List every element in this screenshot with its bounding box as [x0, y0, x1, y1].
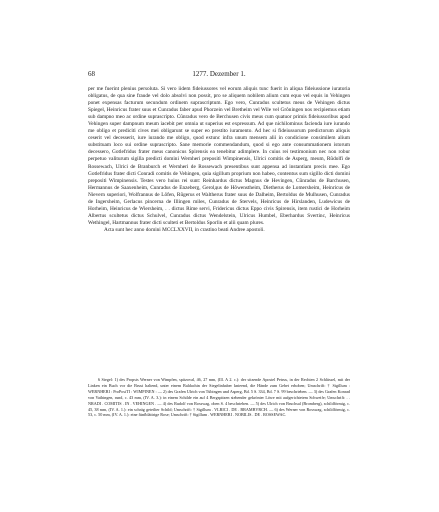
seal-footnotes — [88, 377, 350, 418]
page-header — [88, 70, 350, 78]
charter-text — [88, 86, 350, 234]
dating-line: Acta sunt hec anno domini MCCLXXVII, in crastino beati Andree apostoli. — [104, 226, 265, 233]
main-paragraph: per me fuerint plenius persoluta. Si vero iidem fideiussores vel eorum aliquis tunc fuerit in aliqua fideiussione iuratoria obligatus, de qua sine fraude vel dolo absolvi non possit, pro se aliquem nobilem alium cum equo vel equis in Vehingen ponet expensas facturum secundum ordinem suprascriptum. Ego vero, Cunradus scultetus meus de Vehingen dictus Spiegel, Heinricus frater suus et Cunradus faber apud Phorzein vel Bretheim vel Wile vel Grôningen nos recipiemus etiam sub dampno meo ac ordine suprascripto. Cûnradus vero de Berchusen civis meus cum quatuor primis fideiussoribus apud Vehingen super dampnum meum iacebit per omnia ut superius est expressum. Ad que nichilominus facienda iure iurando me obligo et prediciti cives mei obligarunt se super eo prestito iuramento. Ad hec si fideiussorum predictorum aliquis ceserit vel decesserit, iure iurando me obligo, quod extunc infra unum mensem alii in condicione consimilem alium substituam loco sui ordine suprascripto. Sane memorie commendandum, quod si ego ante consummationem istorum decessero, Gotlefridus frater meus canonicus Spirensis ea tenebitur adimplere. In cuius rei testimonium nec non robur perpetuo valiturum sigilla predicti domini Wernheri prepositi Wimpinensis, Ulrici comitis de Asperg, meum, Rûdolfi de Rossewach, Ulrici de Branburch et Wernheri de Rossewach presentibus sunt appensa ad instantiam precis mee. Ego Gotlefridus frater dicti Conradi comitis de Vehingen, quia sigillum proprium non habeo, contentus sum sigillo dicti domini prepositi Wimpinensis. Testes vero huius rei sunt: Reinhardus dictus Magnus de Hevingen, Cûnradus de Barchusen, Hermannus de Saaxenheim, Cunradus de Enzeberg, Gerolдus de Hôwenstheim, Dietherus de Lomersheim, Heinricus de Nievern superiori, Wolfrannus de Lôfen, Rûgerus et Waltherus frater suus de Dalheim, Bertoldus de Mulhusen, Cunradus de Ingersheim, Gerlacus pincerna de Illingen miles, Cunradus de Stervels, Heinricus de Hirslanden, Ludewicus de Horheim, Heinricus de Wiersheim, . . dictus Rime servi, Fridericus dictus Eppo civis Spirensis, item rustici de Horheim Albertus scultetus dictus Schulvel, Cunradus dictus Wendelstein, Ulricus Humbel, Eberhardus Svertinc, Heinricus Wethingel, Hartmannus frater dicti sculteti et Bertoldus Sporlin et alii quam plures. — [88, 86, 350, 226]
running-title: 1277. Dezember 1. — [192, 70, 246, 78]
footnote-text: 6 Siegel: 1) des Propsts Werner von Wimpfen, spitzoval, 46, 27 mm, (Ill. A 2. c.): der sitzende Apostel Petrus, in der Rechten 2 Schlüssel, mit der Linken ein Buch vor die Brust haltend, unter einem Baldachin der Siegelinhaber knieend, die Hände zum Gebet erhoben; Umschrift: † Sigillum : WERNHERI : ProPosiTI : WIMPINEN : — 2) des Grafen Ulrich von Tübingen und Asperg, Bd. 5 S. 334, Bd. 7 S. 99 beschrieben. — 3) des Grafen Konrad von Vaihingen, rund, c. 43 mm, (IV. A. 3.): in einem Schilde ein auf 4 Bergspitzen stehender gekrönter Löwe mit aufgerichtetem Schweife; Umschrift: . . NRADI . COMITIS . IN . VEHINGEN . — 4) des Rudolf von Rosswag, oben S. 4 beschrieben. — 5) des Ulrich von Bruchsal (Bromberg), schildförmig, c. 45, 38 mm, (IV. A. 1.): ein schräg geteilter Schild; Umschrift: † Sigillum . VLRICI . DE . BRAMBVRCH. — 6) des Werner von Rosswag, schildförmig, c. 53, c. 50 mm, (IV. A. 1.): eine fünfblättrige Rose; Umschrift: † Sigillum . WERNHERI . NOBILIS . DE . ROSSEWAC. — [88, 377, 350, 418]
page-number: 68 — [88, 70, 95, 78]
